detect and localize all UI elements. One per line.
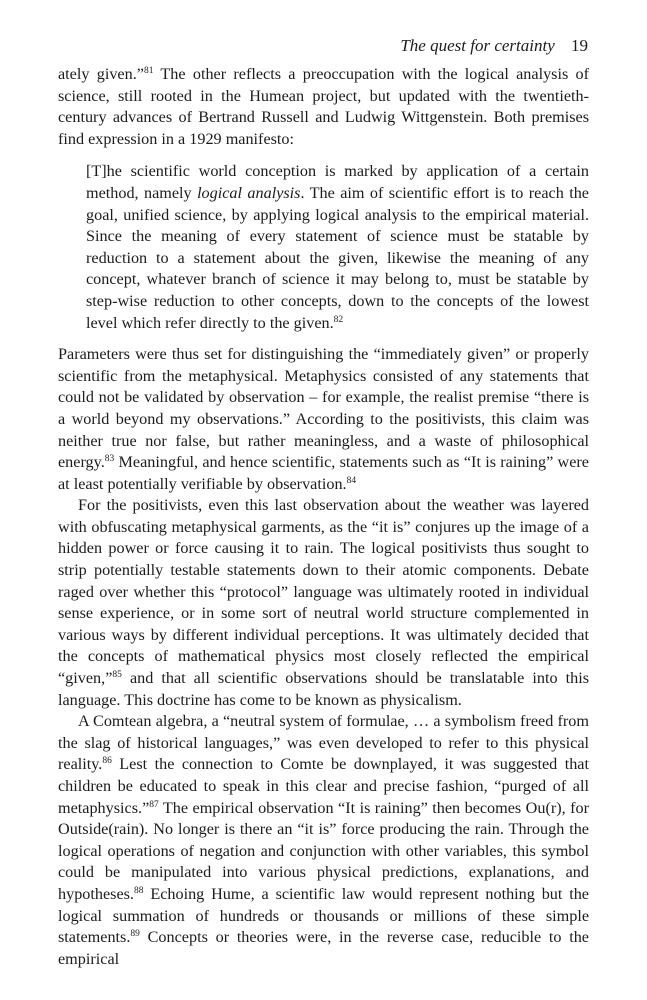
text-run: Echoing Hume, a scientific law would represent nothing but the logical summation of hundreds or thousands or millions of these simple statements. [58,884,589,947]
text-run: For the positivists, even this last observation about the weather was layered with obfuscating metaphysical garments, as the “it is” conjures up the image of a hidden power or force causing it to rain. The logical positivists thus sought to strip potentially testable statements down to their atomic components. Debate raged over whether this “protocol” language was ultimately rooted in individual sense experience, or in some sort of neutral world structure complemented in various ways by different individual perceptions. It was ultimately decided that the concepts of mathematical physics most closely reflected the empirical “given,” [58,496,589,688]
running-head-title: The quest for certainty [400,36,555,55]
page-number: 19 [571,36,588,55]
text-run: ately given.” [58,65,144,83]
paragraph [58,495,589,711]
footnote-ref: 85 [112,670,122,681]
italic-text: logical analysis [197,183,301,202]
text-run: Concepts or theories were, in the reverse case, reducible to the empirical [58,928,589,968]
text-run: Parameters were thus set for distinguishing the “immediately given” or properly scientific from the metaphysical. Metaphysics consisted of any statements that could not be validated by observation – for example, the realist premise “there is a world beyond my observations.” According to the positivists, this claim was neither true nor false, but rather meaningless, and a waste of philosophical energy. [58,345,589,472]
footnote-ref: 88 [133,885,144,896]
text-run: and that all scientific observations should be translatable into this language. This doctrine has come to be known as physicalism. [58,669,589,709]
paragraph [58,344,589,495]
text-run: Meaningful, and hence scientific, statements such as “It is raining” were at least potentially verifiable by observation. [58,453,589,493]
text-run: The other reflects a preoccupation with the logical analysis of science, still rooted in the Humean project, but updated with the twentieth-century advances of Bertrand Russell and Ludwig Wittgenstein. Both premises find expression in a 1929 manifesto: [58,65,590,148]
running-head [400,36,588,56]
footnote-ref: 89 [130,929,140,940]
footnote-ref: 84 [346,475,357,486]
footnote-ref: 81 [143,66,154,76]
text-run: [T]he scientific world conception is marked by application of a certain method, namely [86,162,589,202]
text-run: . The aim of scientific effort is to reach the goal, unified science, by applying logical analysis to the empirical material. Since the meaning of every statement of science must be statable by reduction to a statement about the given, likewise the meaning of any concept, whatever branch of science it may belong to, must be statable by step-wise reduction to other concepts, down to the concepts of the lowest level which refer directly to the given. [86,183,589,332]
paragraph [58,711,589,970]
text-run: Lest the connection to Comte be downplayed, it was suggested that children be educated to speak in this clear and precise fashion, “purged of all metaphysics.” [58,755,589,817]
text-run: A Comtean algebra, a “neutral system of formulae, … a symbolism freed from the slag of historical languages,” was even developed to refer to this physical reality. [58,712,589,774]
block-quote [86,161,589,334]
body-text [58,64,589,970]
paragraph-continued [58,64,589,150]
footnote-ref: 83 [104,454,115,465]
footnote-ref: 87 [149,799,159,810]
footnote-ref: 82 [333,314,344,325]
footnote-ref: 86 [102,756,112,767]
text-run: The empirical observation “It is raining” then becomes Ou(r), for Outside(rain). No longer is there an “it is” force producing the rain. Through the logical operations of negation and conjunction with other variables, this symbol could be manipulated into various physical predictions, explanations, and hypotheses. [58,798,589,903]
